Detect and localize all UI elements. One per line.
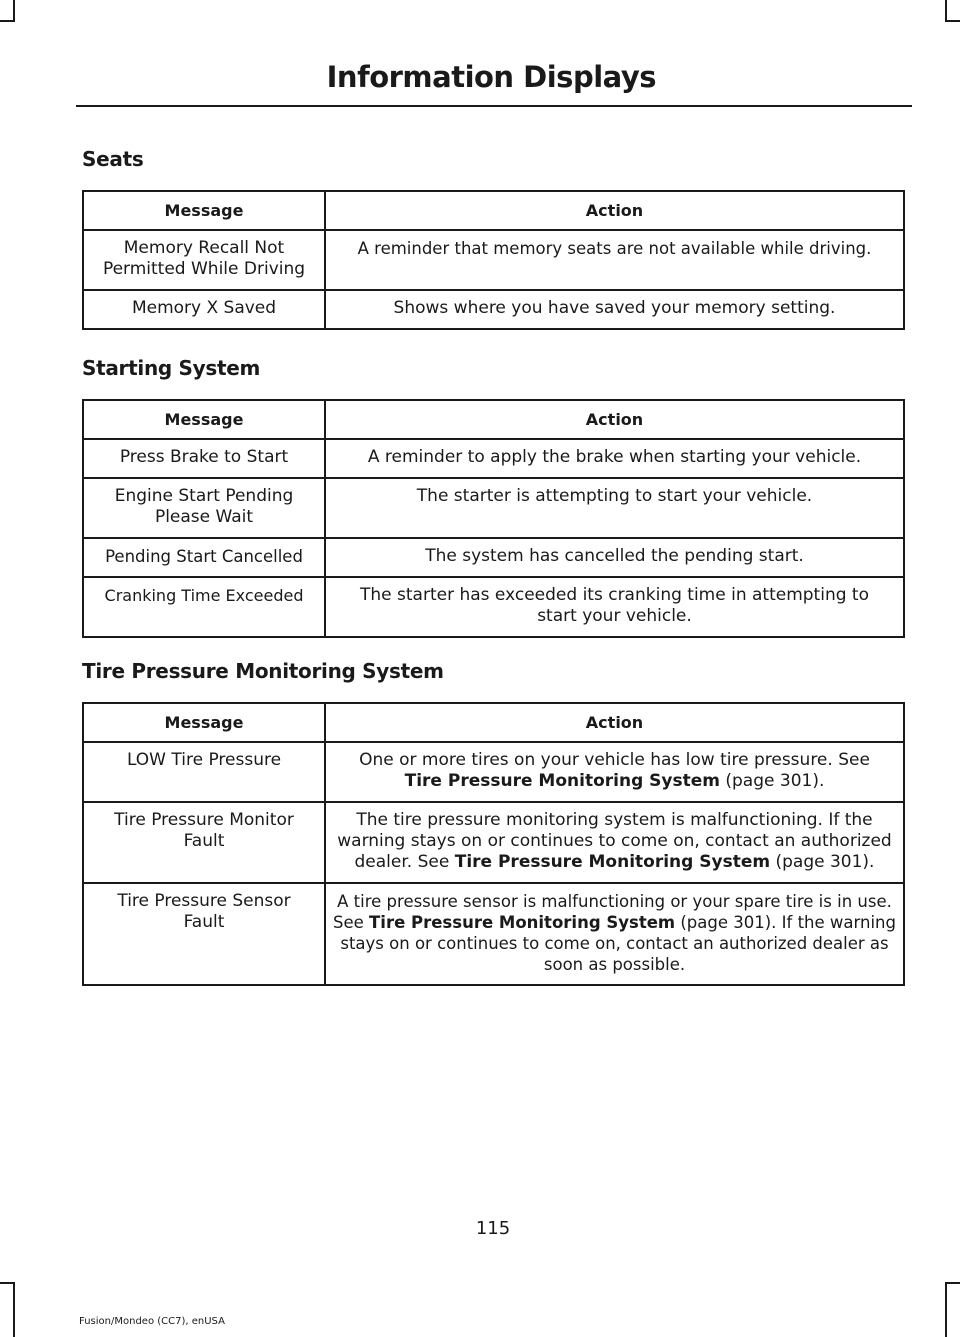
column-header-message: Message bbox=[83, 191, 325, 230]
column-header-message: Message bbox=[83, 400, 325, 439]
message-cell: LOW Tire Pressure bbox=[83, 742, 325, 802]
crop-mark bbox=[945, 1282, 960, 1284]
crop-mark bbox=[0, 20, 15, 22]
column-header-message: Message bbox=[83, 703, 325, 742]
crop-mark bbox=[945, 0, 947, 22]
section-heading-tpms: Tire Pressure Monitoring System bbox=[82, 659, 444, 683]
seats-table bbox=[82, 190, 905, 330]
message-cell: Memory X Saved bbox=[83, 290, 325, 329]
action-cell bbox=[325, 742, 904, 802]
message-cell: Memory Recall Not Permitted While Driving bbox=[83, 230, 325, 290]
tpms-reference-link[interactable]: Tire Pressure Monitoring System bbox=[369, 913, 676, 932]
message-cell: Tire Pressure Monitor Fault bbox=[83, 802, 325, 883]
action-cell: A reminder to apply the brake when starting your vehicle. bbox=[325, 439, 904, 478]
table-row bbox=[83, 802, 904, 883]
table-row bbox=[83, 230, 904, 290]
action-cell: The system has cancelled the pending start. bbox=[325, 538, 904, 577]
message-cell: Cranking Time Exceeded bbox=[83, 577, 325, 637]
starting-system-table bbox=[82, 399, 905, 638]
table-row bbox=[83, 478, 904, 538]
section-heading-starting-system: Starting System bbox=[82, 356, 261, 380]
action-text: A tire pressure sensor is malfunctioning or your spare tire is in use. See bbox=[333, 892, 892, 932]
title-divider bbox=[76, 105, 912, 107]
action-cell: The starter has exceeded its cranking time in attempting to start your vehicle. bbox=[325, 577, 904, 637]
table-row bbox=[83, 290, 904, 329]
table-header-row bbox=[83, 400, 904, 439]
edition-footer: Fusion/Mondeo (CC7), enUSA bbox=[79, 1316, 225, 1327]
action-text: (page 301). bbox=[719, 771, 825, 791]
message-cell: Press Brake to Start bbox=[83, 439, 325, 478]
table-header-row bbox=[83, 191, 904, 230]
column-header-action: Action bbox=[325, 400, 904, 439]
action-cell: The starter is attempting to start your vehicle. bbox=[325, 478, 904, 538]
action-text: The tire pressure monitoring system is malfunctioning. If the warning stays on or continues to come on, contact an authorized dealer. See bbox=[337, 810, 892, 872]
tpms-reference-link[interactable]: Tire Pressure Monitoring System bbox=[454, 852, 771, 872]
action-cell bbox=[325, 802, 904, 883]
message-cell: Pending Start Cancelled bbox=[83, 538, 325, 577]
action-cell: A reminder that memory seats are not available while driving. bbox=[325, 230, 904, 290]
column-header-action: Action bbox=[325, 703, 904, 742]
table-row bbox=[83, 538, 904, 577]
tpms-reference-link[interactable]: Tire Pressure Monitoring System bbox=[404, 771, 720, 791]
crop-mark bbox=[0, 1282, 15, 1284]
table-row bbox=[83, 439, 904, 478]
action-text: One or more tires on your vehicle has low tire pressure. See bbox=[359, 750, 870, 770]
table-row bbox=[83, 742, 904, 802]
crop-mark bbox=[13, 0, 15, 22]
tpms-table bbox=[82, 702, 905, 986]
table-row bbox=[83, 883, 904, 985]
action-cell bbox=[325, 883, 904, 985]
crop-mark bbox=[945, 20, 960, 22]
page-title: Information Displays bbox=[326, 60, 656, 94]
table-row bbox=[83, 577, 904, 637]
message-cell: Engine Start Pending Please Wait bbox=[83, 478, 325, 538]
column-header-action: Action bbox=[325, 191, 904, 230]
crop-mark bbox=[945, 1282, 947, 1337]
page-number: 115 bbox=[475, 1218, 511, 1239]
crop-mark bbox=[13, 1282, 15, 1337]
action-text: (page 301). If the warning stays on or continues to come on, contact an authorized dealer as soon as possible. bbox=[340, 913, 896, 974]
action-text: (page 301). bbox=[770, 852, 875, 872]
table-header-row bbox=[83, 703, 904, 742]
action-cell: Shows where you have saved your memory setting. bbox=[325, 290, 904, 329]
section-heading-seats: Seats bbox=[82, 147, 144, 171]
message-cell: Tire Pressure Sensor Fault bbox=[83, 883, 325, 985]
